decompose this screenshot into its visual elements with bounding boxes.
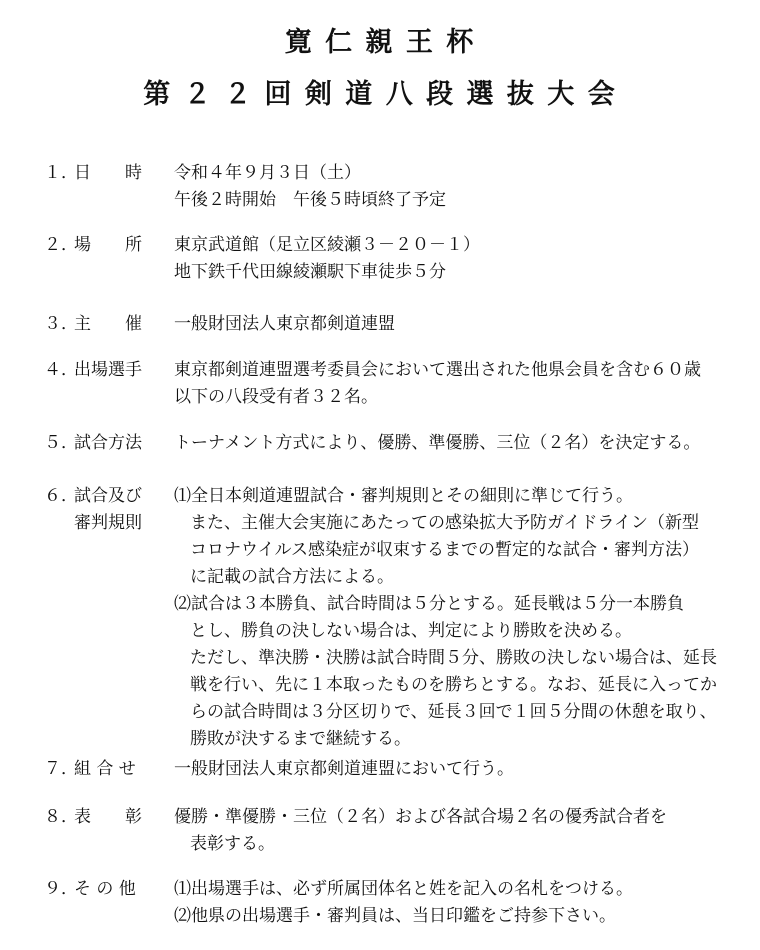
content-line: ⑵他県の出場選手・審判員は、当日印鑑をご持参下さい。 — [174, 906, 616, 926]
content-line: ⑵試合は３本勝負、試合時間は５分とする。延長戦は５分一本勝負 — [174, 594, 684, 614]
section-content — [174, 876, 744, 930]
section-label-text: 主 催 — [74, 314, 142, 334]
content-line: 一般財団法人東京都剣道連盟 — [174, 314, 395, 334]
section-number: ３． — [44, 314, 78, 334]
section-number: ７． — [44, 759, 78, 779]
section-label — [44, 876, 164, 903]
section-label — [44, 357, 164, 384]
section-label — [44, 756, 164, 783]
section-label-line-2: 審判規則 — [74, 513, 142, 533]
section-label — [44, 232, 164, 259]
section-label — [44, 804, 164, 831]
content-line: 東京武道館（足立区綾瀬３－２０－１） — [174, 235, 480, 255]
section-label-text: 場 所 — [74, 235, 142, 255]
section-content — [174, 232, 744, 286]
section-content — [174, 357, 744, 411]
section-content — [174, 160, 744, 214]
section-label-text: 組 合 せ — [74, 759, 136, 779]
content-line: ⑴全日本剣道連盟試合・審判規則とその細則に準じて行う。 — [174, 486, 633, 506]
content-line: 一般財団法人東京都剣道連盟において行う。 — [174, 759, 514, 779]
section-label-text: 試合方法 — [74, 433, 142, 453]
content-line: 東京都剣道連盟選考委員会において選出された他県会員を含む６０歳 — [174, 360, 701, 380]
content-line: 令和４年９月３日（土） — [174, 163, 361, 183]
section-number: ５． — [44, 433, 78, 453]
section-label-text: そ の 他 — [74, 879, 136, 899]
content-line: ただし、準決勝・決勝は試合時間５分、勝敗の決しない場合は、延長 — [190, 648, 717, 668]
section-number: １． — [44, 163, 78, 183]
section-number: ９． — [44, 879, 78, 899]
title-line-1: 寛 仁 親 王 杯 — [284, 27, 476, 58]
section-label-text: 日 時 — [74, 163, 142, 183]
section-number: ４． — [44, 360, 78, 380]
section-label-text: 表 彰 — [74, 807, 142, 827]
content-line: 午後２時開始 午後５時頃終了予定 — [174, 190, 446, 210]
content-line: 以下の八段受有者３２名。 — [174, 387, 378, 407]
section-label-text: 試合及び — [74, 486, 142, 506]
content-line: 地下鉄千代田線綾瀬駅下車徒歩５分 — [174, 262, 446, 282]
title-line-2: 第 ２ ２ 回 剣 道 八 段 選 抜 大 会 — [143, 79, 617, 110]
content-line: トーナメント方式により、優勝、準優勝、三位（２名）を決定する。 — [174, 433, 701, 453]
content-line: に記載の試合方法による。 — [190, 567, 394, 587]
section-content — [174, 430, 744, 457]
section-label — [44, 430, 164, 457]
section-label — [44, 311, 164, 338]
content-line: コロナウイルス感染症が収束するまでの暫定的な試合・審判方法） — [190, 540, 699, 560]
section-label-text: 出場選手 — [74, 360, 142, 380]
content-line: 優勝・準優勝・三位（２名）および各試合場２名の優秀試合者を — [174, 807, 667, 827]
section-number: ２． — [44, 235, 78, 255]
content-line: 戦を行い、先に１本取ったものを勝ちとする。なお、延長に入ってか — [190, 675, 717, 695]
content-line: 表彰する。 — [190, 834, 275, 854]
content-line: ⑴出場選手は、必ず所属団体名と姓を記入の名札をつける。 — [174, 879, 633, 899]
section-number: ６． — [44, 486, 78, 506]
section-number: ８． — [44, 807, 78, 827]
section-content — [174, 483, 744, 753]
section-content — [174, 804, 744, 858]
section-label — [44, 160, 164, 187]
content-line: とし、勝負の決しない場合は、判定により勝敗を決める。 — [190, 621, 632, 641]
content-line: 勝敗が決するまで継続する。 — [190, 729, 411, 749]
section-content — [174, 756, 744, 783]
section-label — [44, 483, 164, 510]
section-content — [174, 311, 744, 338]
content-line: らの試合時間は３分区切りで、延長３回で１回５分間の休憩を取り、 — [190, 702, 717, 722]
content-line: また、主催大会実施にあたっての感染拡大予防ガイドライン（新型 — [190, 513, 699, 533]
